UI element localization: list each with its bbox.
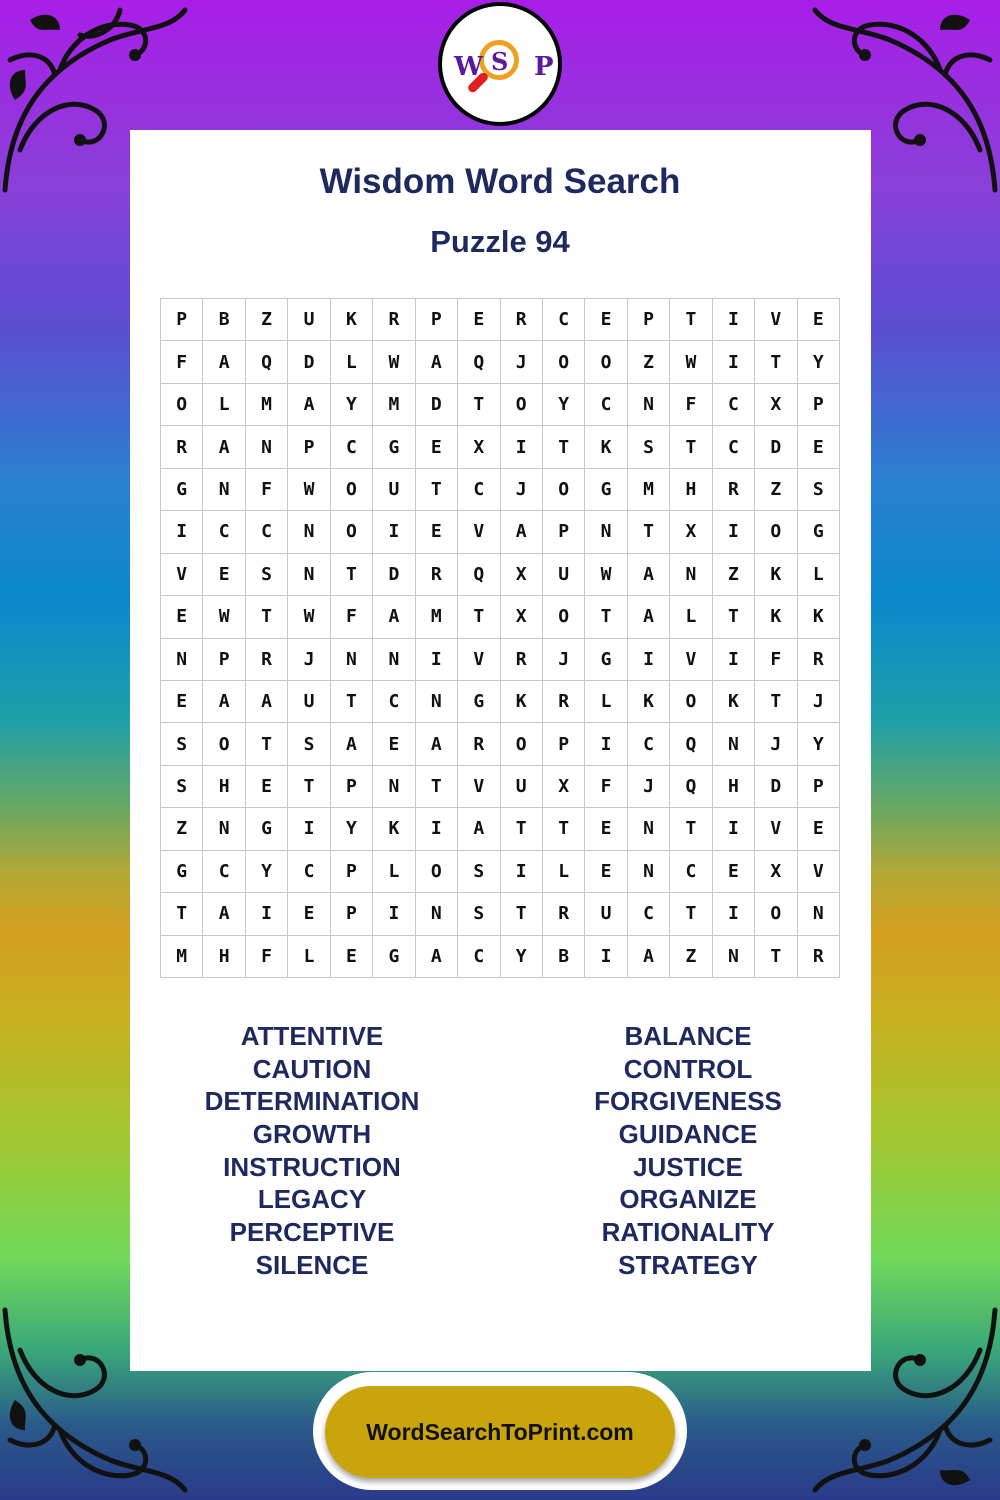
logo-letter-p: P <box>534 52 554 82</box>
grid-cell[interactable]: K <box>585 426 627 468</box>
grid-cell[interactable]: E <box>373 723 415 765</box>
grid-cell[interactable]: Q <box>670 723 712 765</box>
grid-cell[interactable]: N <box>416 681 458 723</box>
grid-cell[interactable]: F <box>246 469 288 511</box>
grid-cell[interactable]: T <box>585 596 627 638</box>
grid-cell[interactable]: T <box>458 596 500 638</box>
grid-cell[interactable]: G <box>585 469 627 511</box>
word-list-item: BALANCE <box>624 1021 752 1051</box>
grid-cell[interactable]: T <box>670 299 712 341</box>
grid-cell[interactable]: H <box>670 469 712 511</box>
grid-cell[interactable]: V <box>161 554 203 596</box>
grid-cell[interactable]: C <box>458 469 500 511</box>
grid-cell[interactable]: C <box>458 936 500 978</box>
grid-cell[interactable]: T <box>670 808 712 850</box>
word-list-item: STRATEGY <box>618 1249 758 1280</box>
grid-cell[interactable]: I <box>246 893 288 935</box>
grid-cell[interactable]: R <box>543 893 585 935</box>
grid-cell[interactable]: I <box>713 341 755 383</box>
grid-cell[interactable]: C <box>713 384 755 426</box>
grid-cell[interactable]: X <box>543 766 585 808</box>
word-list-item: LEGACY <box>257 1184 367 1215</box>
grid-cell[interactable]: P <box>543 511 585 553</box>
grid-cell[interactable]: Z <box>670 936 712 978</box>
grid-cell[interactable]: O <box>670 681 712 723</box>
grid-cell[interactable]: V <box>755 808 797 850</box>
grid-cell[interactable]: R <box>713 469 755 511</box>
grid-cell[interactable]: T <box>543 808 585 850</box>
grid-cell[interactable]: Y <box>331 384 373 426</box>
grid-cell[interactable]: A <box>246 681 288 723</box>
grid-cell[interactable]: Y <box>246 851 288 893</box>
grid-cell[interactable]: I <box>628 639 670 681</box>
grid-cell[interactable]: W <box>585 554 627 596</box>
grid-cell[interactable]: F <box>246 936 288 978</box>
grid-cell[interactable]: P <box>543 723 585 765</box>
grid-cell[interactable]: T <box>543 426 585 468</box>
grid-cell[interactable]: O <box>331 511 373 553</box>
grid-cell[interactable]: E <box>161 681 203 723</box>
grid-cell[interactable]: T <box>331 681 373 723</box>
grid-cell[interactable]: C <box>670 851 712 893</box>
grid-cell[interactable]: O <box>416 851 458 893</box>
grid-cell[interactable]: C <box>203 851 245 893</box>
grid-cell[interactable]: D <box>755 426 797 468</box>
grid-cell[interactable]: J <box>543 639 585 681</box>
grid-cell[interactable]: A <box>628 554 670 596</box>
grid-cell[interactable]: I <box>713 893 755 935</box>
grid-cell[interactable]: C <box>331 426 373 468</box>
grid-cell[interactable]: I <box>416 808 458 850</box>
letter-grid <box>160 298 840 978</box>
grid-cell[interactable]: A <box>288 384 330 426</box>
grid-cell[interactable]: N <box>628 808 670 850</box>
grid-cell[interactable]: E <box>331 936 373 978</box>
word-list-item: FORGIVENESS <box>594 1086 782 1117</box>
word-list-item: GUIDANCE <box>618 1119 758 1150</box>
grid-cell[interactable]: L <box>585 681 627 723</box>
grid-cell[interactable]: I <box>373 511 415 553</box>
grid-cell[interactable]: P <box>203 639 245 681</box>
grid-cell[interactable]: U <box>543 554 585 596</box>
grid-cell[interactable]: Z <box>161 808 203 850</box>
grid-cell[interactable]: A <box>458 808 500 850</box>
logo-badge <box>442 6 558 122</box>
grid-cell[interactable]: B <box>203 299 245 341</box>
grid-cell[interactable]: E <box>246 766 288 808</box>
grid-cell[interactable]: T <box>755 936 797 978</box>
grid-cell[interactable]: V <box>458 511 500 553</box>
grid-cell[interactable]: T <box>628 511 670 553</box>
grid-cell[interactable]: J <box>755 723 797 765</box>
grid-cell[interactable]: C <box>203 511 245 553</box>
grid-cell[interactable]: H <box>203 936 245 978</box>
grid-cell[interactable]: R <box>798 936 840 978</box>
grid-cell[interactable]: I <box>713 511 755 553</box>
grid-cell[interactable]: O <box>161 384 203 426</box>
grid-cell[interactable]: I <box>373 893 415 935</box>
wsp-logo <box>438 2 562 126</box>
grid-cell[interactable]: K <box>501 681 543 723</box>
grid-cell[interactable]: P <box>331 766 373 808</box>
grid-cell[interactable]: I <box>288 808 330 850</box>
grid-cell[interactable]: N <box>203 808 245 850</box>
grid-cell[interactable]: E <box>203 554 245 596</box>
grid-cell[interactable]: N <box>713 936 755 978</box>
grid-cell[interactable]: S <box>161 723 203 765</box>
grid-cell[interactable]: V <box>798 851 840 893</box>
grid-cell[interactable]: O <box>755 511 797 553</box>
grid-cell[interactable]: F <box>585 766 627 808</box>
word-list-item: INSTRUCTION <box>223 1151 401 1182</box>
grid-cell[interactable]: O <box>543 469 585 511</box>
grid-cell[interactable]: L <box>331 341 373 383</box>
grid-cell[interactable]: I <box>585 723 627 765</box>
grid-cell[interactable]: E <box>585 299 627 341</box>
grid-cell[interactable]: N <box>373 639 415 681</box>
grid-cell[interactable]: W <box>288 596 330 638</box>
grid-cell[interactable]: S <box>798 469 840 511</box>
grid-cell[interactable]: P <box>628 299 670 341</box>
grid-cell[interactable]: T <box>246 723 288 765</box>
grid-cell[interactable]: T <box>670 426 712 468</box>
grid-cell[interactable]: L <box>670 596 712 638</box>
grid-cell[interactable]: E <box>416 511 458 553</box>
grid-cell[interactable]: W <box>373 341 415 383</box>
grid-cell[interactable]: E <box>585 808 627 850</box>
grid-cell[interactable]: A <box>501 511 543 553</box>
grid-cell[interactable]: C <box>628 723 670 765</box>
grid-cell[interactable]: T <box>670 893 712 935</box>
grid-cell[interactable]: E <box>713 851 755 893</box>
grid-cell[interactable]: T <box>755 341 797 383</box>
grid-cell[interactable]: N <box>288 511 330 553</box>
grid-cell[interactable]: N <box>373 766 415 808</box>
grid-cell[interactable]: A <box>203 681 245 723</box>
grid-cell[interactable]: V <box>458 639 500 681</box>
grid-cell[interactable]: P <box>798 766 840 808</box>
grid-cell[interactable]: R <box>246 639 288 681</box>
grid-cell[interactable]: U <box>501 766 543 808</box>
grid-cell[interactable]: T <box>416 766 458 808</box>
grid-cell[interactable]: S <box>246 554 288 596</box>
grid-cell[interactable]: S <box>288 723 330 765</box>
grid-cell[interactable]: R <box>161 426 203 468</box>
grid-cell[interactable]: I <box>585 936 627 978</box>
grid-cell[interactable]: K <box>755 554 797 596</box>
grid-cell[interactable]: Y <box>543 384 585 426</box>
grid-cell[interactable]: D <box>416 384 458 426</box>
grid-cell[interactable]: X <box>501 596 543 638</box>
grid-cell[interactable]: I <box>713 299 755 341</box>
grid-cell[interactable]: R <box>458 723 500 765</box>
grid-cell[interactable]: A <box>416 723 458 765</box>
grid-cell[interactable]: E <box>798 426 840 468</box>
grid-cell[interactable]: M <box>161 936 203 978</box>
grid-cell[interactable]: P <box>416 299 458 341</box>
word-list-item: CAUTION <box>252 1053 372 1084</box>
grid-cell[interactable]: I <box>501 426 543 468</box>
grid-cell[interactable]: T <box>713 596 755 638</box>
grid-cell[interactable]: L <box>543 851 585 893</box>
grid-cell[interactable]: Z <box>755 469 797 511</box>
grid-cell[interactable]: N <box>585 511 627 553</box>
grid-cell[interactable]: J <box>628 766 670 808</box>
grid-cell[interactable]: G <box>161 469 203 511</box>
grid-cell[interactable]: W <box>288 469 330 511</box>
grid-cell[interactable]: P <box>331 893 373 935</box>
grid-cell[interactable]: K <box>373 808 415 850</box>
grid-cell[interactable]: E <box>458 299 500 341</box>
grid-cell[interactable]: P <box>288 426 330 468</box>
grid-cell[interactable]: Z <box>713 554 755 596</box>
grid-cell[interactable]: D <box>373 554 415 596</box>
grid-cell[interactable]: N <box>203 469 245 511</box>
grid-cell[interactable]: O <box>585 341 627 383</box>
grid-cell[interactable]: G <box>585 639 627 681</box>
grid-cell[interactable]: O <box>501 723 543 765</box>
grid-cell[interactable]: W <box>203 596 245 638</box>
grid-cell[interactable]: I <box>713 639 755 681</box>
grid-cell[interactable]: A <box>203 426 245 468</box>
grid-cell[interactable]: F <box>670 384 712 426</box>
grid-cell[interactable]: G <box>373 936 415 978</box>
grid-cell[interactable]: S <box>458 893 500 935</box>
grid-cell[interactable]: E <box>288 893 330 935</box>
grid-cell[interactable]: C <box>288 851 330 893</box>
grid-cell[interactable]: C <box>373 681 415 723</box>
website-badge <box>313 1372 687 1490</box>
grid-cell[interactable]: A <box>331 723 373 765</box>
grid-cell[interactable]: P <box>331 851 373 893</box>
grid-cell[interactable]: L <box>288 936 330 978</box>
grid-cell[interactable]: F <box>161 341 203 383</box>
grid-cell[interactable]: A <box>416 341 458 383</box>
grid-cell[interactable]: Z <box>246 299 288 341</box>
grid-cell[interactable]: T <box>416 469 458 511</box>
grid-cell[interactable]: A <box>203 893 245 935</box>
grid-cell[interactable]: N <box>246 426 288 468</box>
grid-cell[interactable]: N <box>161 639 203 681</box>
logo-letter-s: S <box>491 47 509 76</box>
word-list-item: ORGANIZE <box>619 1184 757 1215</box>
grid-cell[interactable]: R <box>501 639 543 681</box>
grid-cell[interactable]: S <box>458 851 500 893</box>
grid-cell[interactable]: Q <box>458 341 500 383</box>
grid-cell[interactable]: X <box>755 851 797 893</box>
grid-cell[interactable]: L <box>798 554 840 596</box>
grid-cell[interactable]: E <box>161 596 203 638</box>
grid-cell[interactable]: M <box>373 384 415 426</box>
grid-cell[interactable]: M <box>416 596 458 638</box>
grid-cell[interactable]: E <box>798 808 840 850</box>
grid-cell[interactable]: U <box>373 469 415 511</box>
grid-cell[interactable]: D <box>288 341 330 383</box>
grid-cell[interactable]: V <box>670 639 712 681</box>
grid-cell[interactable]: C <box>246 511 288 553</box>
grid-cell[interactable]: U <box>288 681 330 723</box>
grid-cell[interactable]: J <box>798 681 840 723</box>
grid-cell[interactable]: O <box>755 893 797 935</box>
grid-cell[interactable]: O <box>543 596 585 638</box>
grid-cell[interactable]: G <box>798 511 840 553</box>
grid-cell[interactable]: A <box>203 341 245 383</box>
grid-cell[interactable]: G <box>246 808 288 850</box>
grid-cell[interactable]: C <box>713 426 755 468</box>
grid-cell[interactable]: Y <box>798 723 840 765</box>
grid-cell[interactable]: A <box>628 936 670 978</box>
grid-cell[interactable]: J <box>501 341 543 383</box>
word-list-item: PERCEPTIVE <box>229 1217 395 1248</box>
grid-cell[interactable]: N <box>628 384 670 426</box>
grid-cell[interactable]: N <box>628 851 670 893</box>
grid-cell[interactable]: Q <box>458 554 500 596</box>
grid-cell[interactable]: T <box>458 384 500 426</box>
grid-cell[interactable]: X <box>755 384 797 426</box>
logo-letter-w: W <box>454 52 484 82</box>
grid-cell[interactable]: I <box>161 511 203 553</box>
grid-cell[interactable]: T <box>755 681 797 723</box>
word-list-left <box>112 1020 512 1282</box>
grid-cell[interactable]: F <box>331 596 373 638</box>
grid-cell[interactable]: T <box>501 893 543 935</box>
grid-cell[interactable]: N <box>331 639 373 681</box>
word-list-item: DETERMINATION <box>204 1086 420 1117</box>
grid-cell[interactable]: B <box>543 936 585 978</box>
grid-cell[interactable]: C <box>628 893 670 935</box>
grid-cell[interactable]: Z <box>628 341 670 383</box>
grid-cell[interactable]: J <box>501 469 543 511</box>
grid-cell[interactable]: M <box>246 384 288 426</box>
grid-cell[interactable]: E <box>416 426 458 468</box>
grid-cell[interactable]: X <box>501 554 543 596</box>
grid-cell[interactable]: C <box>543 299 585 341</box>
grid-cell[interactable]: H <box>203 766 245 808</box>
grid-cell[interactable]: G <box>458 681 500 723</box>
grid-cell[interactable]: F <box>755 639 797 681</box>
grid-cell[interactable]: I <box>501 851 543 893</box>
grid-cell[interactable]: N <box>713 723 755 765</box>
grid-cell[interactable]: R <box>416 554 458 596</box>
grid-cell[interactable]: L <box>373 851 415 893</box>
grid-cell[interactable]: Y <box>501 936 543 978</box>
grid-cell[interactable]: V <box>458 766 500 808</box>
grid-cell[interactable]: W <box>670 341 712 383</box>
grid-cell[interactable]: T <box>246 596 288 638</box>
grid-cell[interactable]: E <box>585 851 627 893</box>
grid-cell[interactable]: X <box>458 426 500 468</box>
grid-cell[interactable]: A <box>416 936 458 978</box>
grid-cell[interactable]: K <box>628 681 670 723</box>
grid-cell[interactable]: E <box>798 299 840 341</box>
grid-cell[interactable]: X <box>670 511 712 553</box>
page-title: Wisdom Word Search <box>319 162 681 201</box>
grid-cell[interactable]: Y <box>798 341 840 383</box>
grid-cell[interactable]: A <box>373 596 415 638</box>
grid-cell[interactable]: D <box>755 766 797 808</box>
grid-cell[interactable]: R <box>543 681 585 723</box>
grid-cell[interactable]: R <box>798 639 840 681</box>
grid-cell[interactable]: O <box>331 469 373 511</box>
grid-cell[interactable]: T <box>501 808 543 850</box>
grid-cell[interactable]: K <box>798 596 840 638</box>
grid-cell[interactable]: S <box>161 766 203 808</box>
grid-cell[interactable]: K <box>755 596 797 638</box>
grid-cell[interactable]: C <box>585 384 627 426</box>
word-list-item: RATIONALITY <box>601 1217 775 1248</box>
grid-cell[interactable]: N <box>288 554 330 596</box>
grid-cell[interactable]: T <box>288 766 330 808</box>
grid-cell[interactable]: Q <box>246 341 288 383</box>
word-list-item: JUSTICE <box>633 1151 743 1182</box>
grid-cell[interactable]: I <box>416 639 458 681</box>
grid-cell[interactable]: N <box>416 893 458 935</box>
word-list-item: CONTROL <box>623 1053 753 1084</box>
grid-cell[interactable]: Q <box>670 766 712 808</box>
word-list-item: SILENCE <box>255 1249 369 1280</box>
grid-cell[interactable]: A <box>628 596 670 638</box>
grid-cell[interactable]: N <box>670 554 712 596</box>
grid-cell[interactable]: S <box>628 426 670 468</box>
grid-cell[interactable]: T <box>331 554 373 596</box>
word-list-right <box>488 1020 888 1282</box>
grid-cell[interactable]: G <box>161 851 203 893</box>
word-list-item: ATTENTIVE <box>240 1021 384 1051</box>
grid-cell[interactable]: I <box>713 808 755 850</box>
puzzle-number: Puzzle 94 <box>430 224 570 259</box>
grid-cell[interactable]: K <box>713 681 755 723</box>
grid-cell[interactable]: M <box>628 469 670 511</box>
grid-cell[interactable]: G <box>373 426 415 468</box>
grid-cell[interactable]: H <box>713 766 755 808</box>
grid-cell[interactable]: O <box>203 723 245 765</box>
website-link[interactable]: WordSearchToPrint.com <box>325 1386 675 1478</box>
word-list-item: GROWTH <box>252 1119 372 1150</box>
grid-cell[interactable]: J <box>288 639 330 681</box>
grid-cell[interactable]: N <box>798 893 840 935</box>
grid-cell[interactable]: R <box>501 299 543 341</box>
grid-cell[interactable]: O <box>501 384 543 426</box>
grid-cell[interactable]: R <box>373 299 415 341</box>
grid-cell[interactable]: T <box>161 893 203 935</box>
grid-cell[interactable]: P <box>161 299 203 341</box>
grid-cell[interactable]: P <box>798 384 840 426</box>
grid-cell[interactable]: K <box>331 299 373 341</box>
grid-cell[interactable]: L <box>203 384 245 426</box>
grid-cell[interactable]: V <box>755 299 797 341</box>
grid-cell[interactable]: Y <box>331 808 373 850</box>
grid-cell[interactable]: U <box>288 299 330 341</box>
grid-cell[interactable]: O <box>543 341 585 383</box>
grid-cell[interactable]: U <box>585 893 627 935</box>
